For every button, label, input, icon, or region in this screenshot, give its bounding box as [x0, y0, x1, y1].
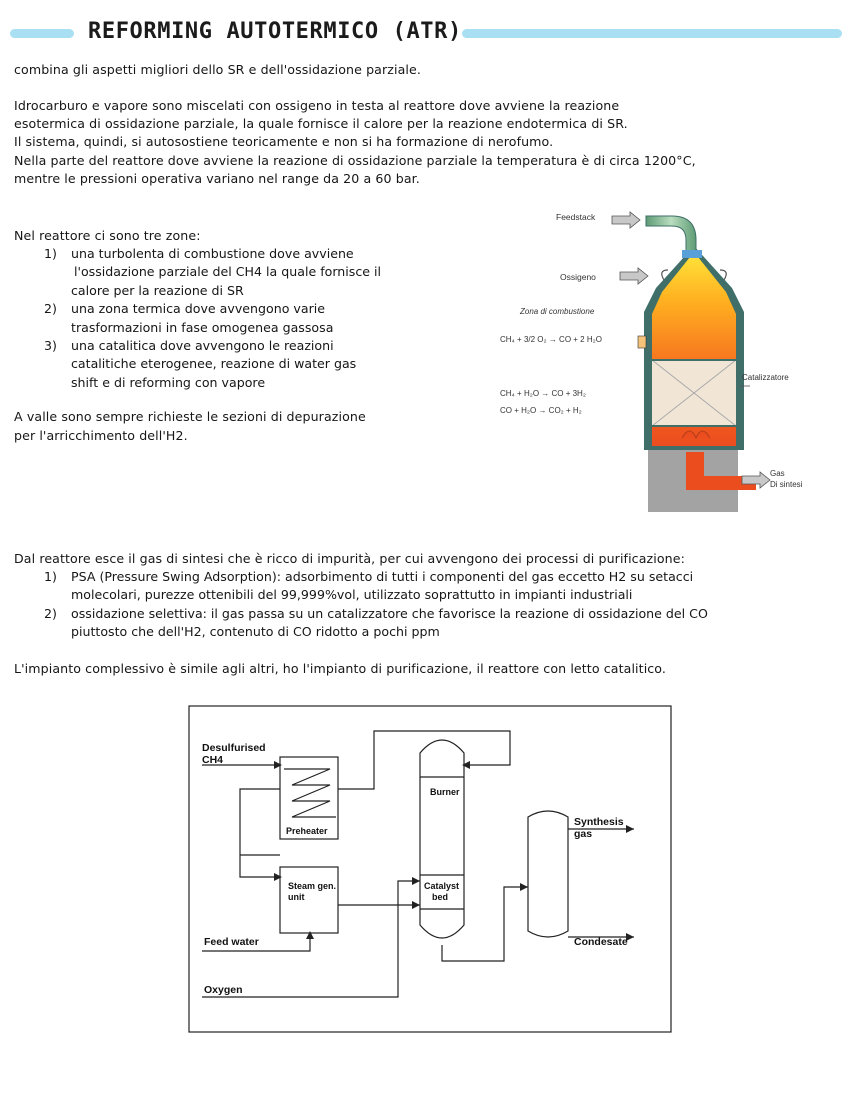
- zones-intro: Nel reattore ci sono tre zone:: [14, 228, 201, 243]
- list-number: 1): [44, 569, 57, 584]
- label-ch4: CH4: [202, 754, 224, 766]
- list-line: catalitiche eterogenee, reazione di water gas: [71, 356, 357, 372]
- list-line: l'ossidazione parziale del CH4 la quale fornisce il: [74, 264, 382, 280]
- list-item: [44, 568, 844, 605]
- list-line: molecolari, purezze ottenibili del 99,999%vol, utilizzato soprattutto in impianti industriali: [71, 587, 633, 603]
- label-gas: gas: [574, 828, 593, 840]
- purification-list: [44, 568, 844, 642]
- list-line: una zona termica dove avvengono varie: [71, 301, 325, 317]
- label-burner: Burner: [430, 787, 460, 797]
- zones-list: [44, 245, 464, 392]
- list-line: PSA (Pressure Swing Adsorption): adsorbimento di tutti i componenti del gas eccetto H2 su setacci: [71, 569, 694, 584]
- reaction-3: CO + H₂O → CO₂ + H₂: [500, 406, 582, 415]
- list-item: [44, 300, 464, 337]
- paragraph-line: mentre le pressioni operativa variano nel range da 20 a 60 bar.: [14, 171, 420, 186]
- downstream-line: A valle sono sempre richieste le sezioni di depurazione: [14, 409, 366, 424]
- list-line: trasformazioni in fase omogenea gassosa: [71, 319, 334, 335]
- reaction-2: CH₄ + H₂O → CO + 3H₂: [500, 389, 586, 398]
- list-line: una turbolenta di combustione dove avviene: [71, 246, 354, 261]
- label-preheater: Preheater: [286, 826, 328, 836]
- title-decor-left: [10, 29, 74, 38]
- label-feedstock: Feedstack: [556, 212, 596, 222]
- reactor-diagram: [494, 200, 824, 520]
- list-line: shift e di reforming con vapore: [71, 374, 266, 390]
- label-gas: Gas: [770, 469, 785, 478]
- paragraph-line: Il sistema, quindi, si autosostiene teoricamente e non si ha formazione di nerofumo.: [14, 134, 554, 149]
- label-desulfurised: Desulfurised: [202, 742, 266, 754]
- page-title: REFORMING AUTOTERMICO (ATR): [88, 19, 462, 44]
- label-ossigeno: Ossigeno: [560, 272, 596, 282]
- label-oxygen: Oxygen: [204, 984, 243, 996]
- diagram-frame: [189, 706, 671, 1032]
- label-catalizzatore: Catalizzatore: [742, 373, 789, 382]
- list-item: [44, 337, 464, 392]
- list-number: 2): [44, 605, 57, 621]
- flow-diagram-figure: [188, 705, 672, 1035]
- list-line: piuttosto che dell'H2, contenuto di CO ridotto a pochi ppm: [71, 624, 440, 640]
- list-line: una catalitica dove avvengono le reazioni: [71, 338, 334, 354]
- list-number: 3): [44, 338, 57, 354]
- feed-inlet: [682, 250, 702, 258]
- purification-intro: Dal reattore esce il gas di sintesi che è ricco di impurità, per cui avvengono dei processi di purificazione:: [14, 551, 685, 566]
- title-decor-right: [462, 29, 842, 38]
- reactor-nozzle: [638, 336, 646, 348]
- list-line: ossidazione selettiva: il gas passa su un catalizzatore che favorisce la reazione di ossidazione del CO: [71, 605, 708, 621]
- list-item: [44, 245, 464, 300]
- paragraph-line: Idrocarburo e vapore sono miscelati con ossigeno in testa al reattore dove avviene la reazione: [14, 98, 620, 113]
- label-feed-water: Feed water: [204, 936, 259, 948]
- label-bed: bed: [432, 892, 449, 902]
- list-number: 1): [44, 246, 57, 261]
- title-bar: [10, 19, 842, 44]
- intro-text: combina gli aspetti migliori dello SR e dell'ossidazione parziale.: [14, 62, 421, 77]
- arrow-icon: [612, 212, 640, 228]
- label-condensate: Condesate: [574, 936, 628, 948]
- label-catalyst: Catalyst: [424, 881, 460, 891]
- label-steam-gen: Steam gen.: [288, 881, 337, 891]
- flow-diagram: [188, 705, 672, 1035]
- downstream-line: per l'arricchimento dell'H2.: [14, 428, 188, 443]
- label-synthesis: Synthesis: [574, 816, 624, 828]
- reactor-figure: [494, 200, 824, 520]
- label-unit: unit: [288, 892, 305, 902]
- list-item: [44, 605, 844, 642]
- conclusion-text: L'impianto complessivo è simile agli altri, ho l'impianto di purificazione, il reattore con letto catalitico.: [14, 661, 666, 676]
- reaction-1: CH₄ + 3/2 O₂ → CO + 2 H₂O: [500, 335, 602, 344]
- label-di-sintesi: Di sintesi: [770, 480, 803, 489]
- arrow-icon: [620, 268, 648, 284]
- paragraph-line: esotermica di ossidazione parziale, la quale fornisce il calore per la reazione endotermica di SR.: [14, 116, 628, 131]
- list-line: calore per la reazione di SR: [71, 282, 244, 298]
- list-number: 2): [44, 301, 57, 317]
- label-zona: Zona di combustione: [520, 307, 595, 316]
- paragraph-line: Nella parte del reattore dove avviene la reazione di ossidazione parziale la temperatura è di circa 1200°C,: [14, 153, 696, 168]
